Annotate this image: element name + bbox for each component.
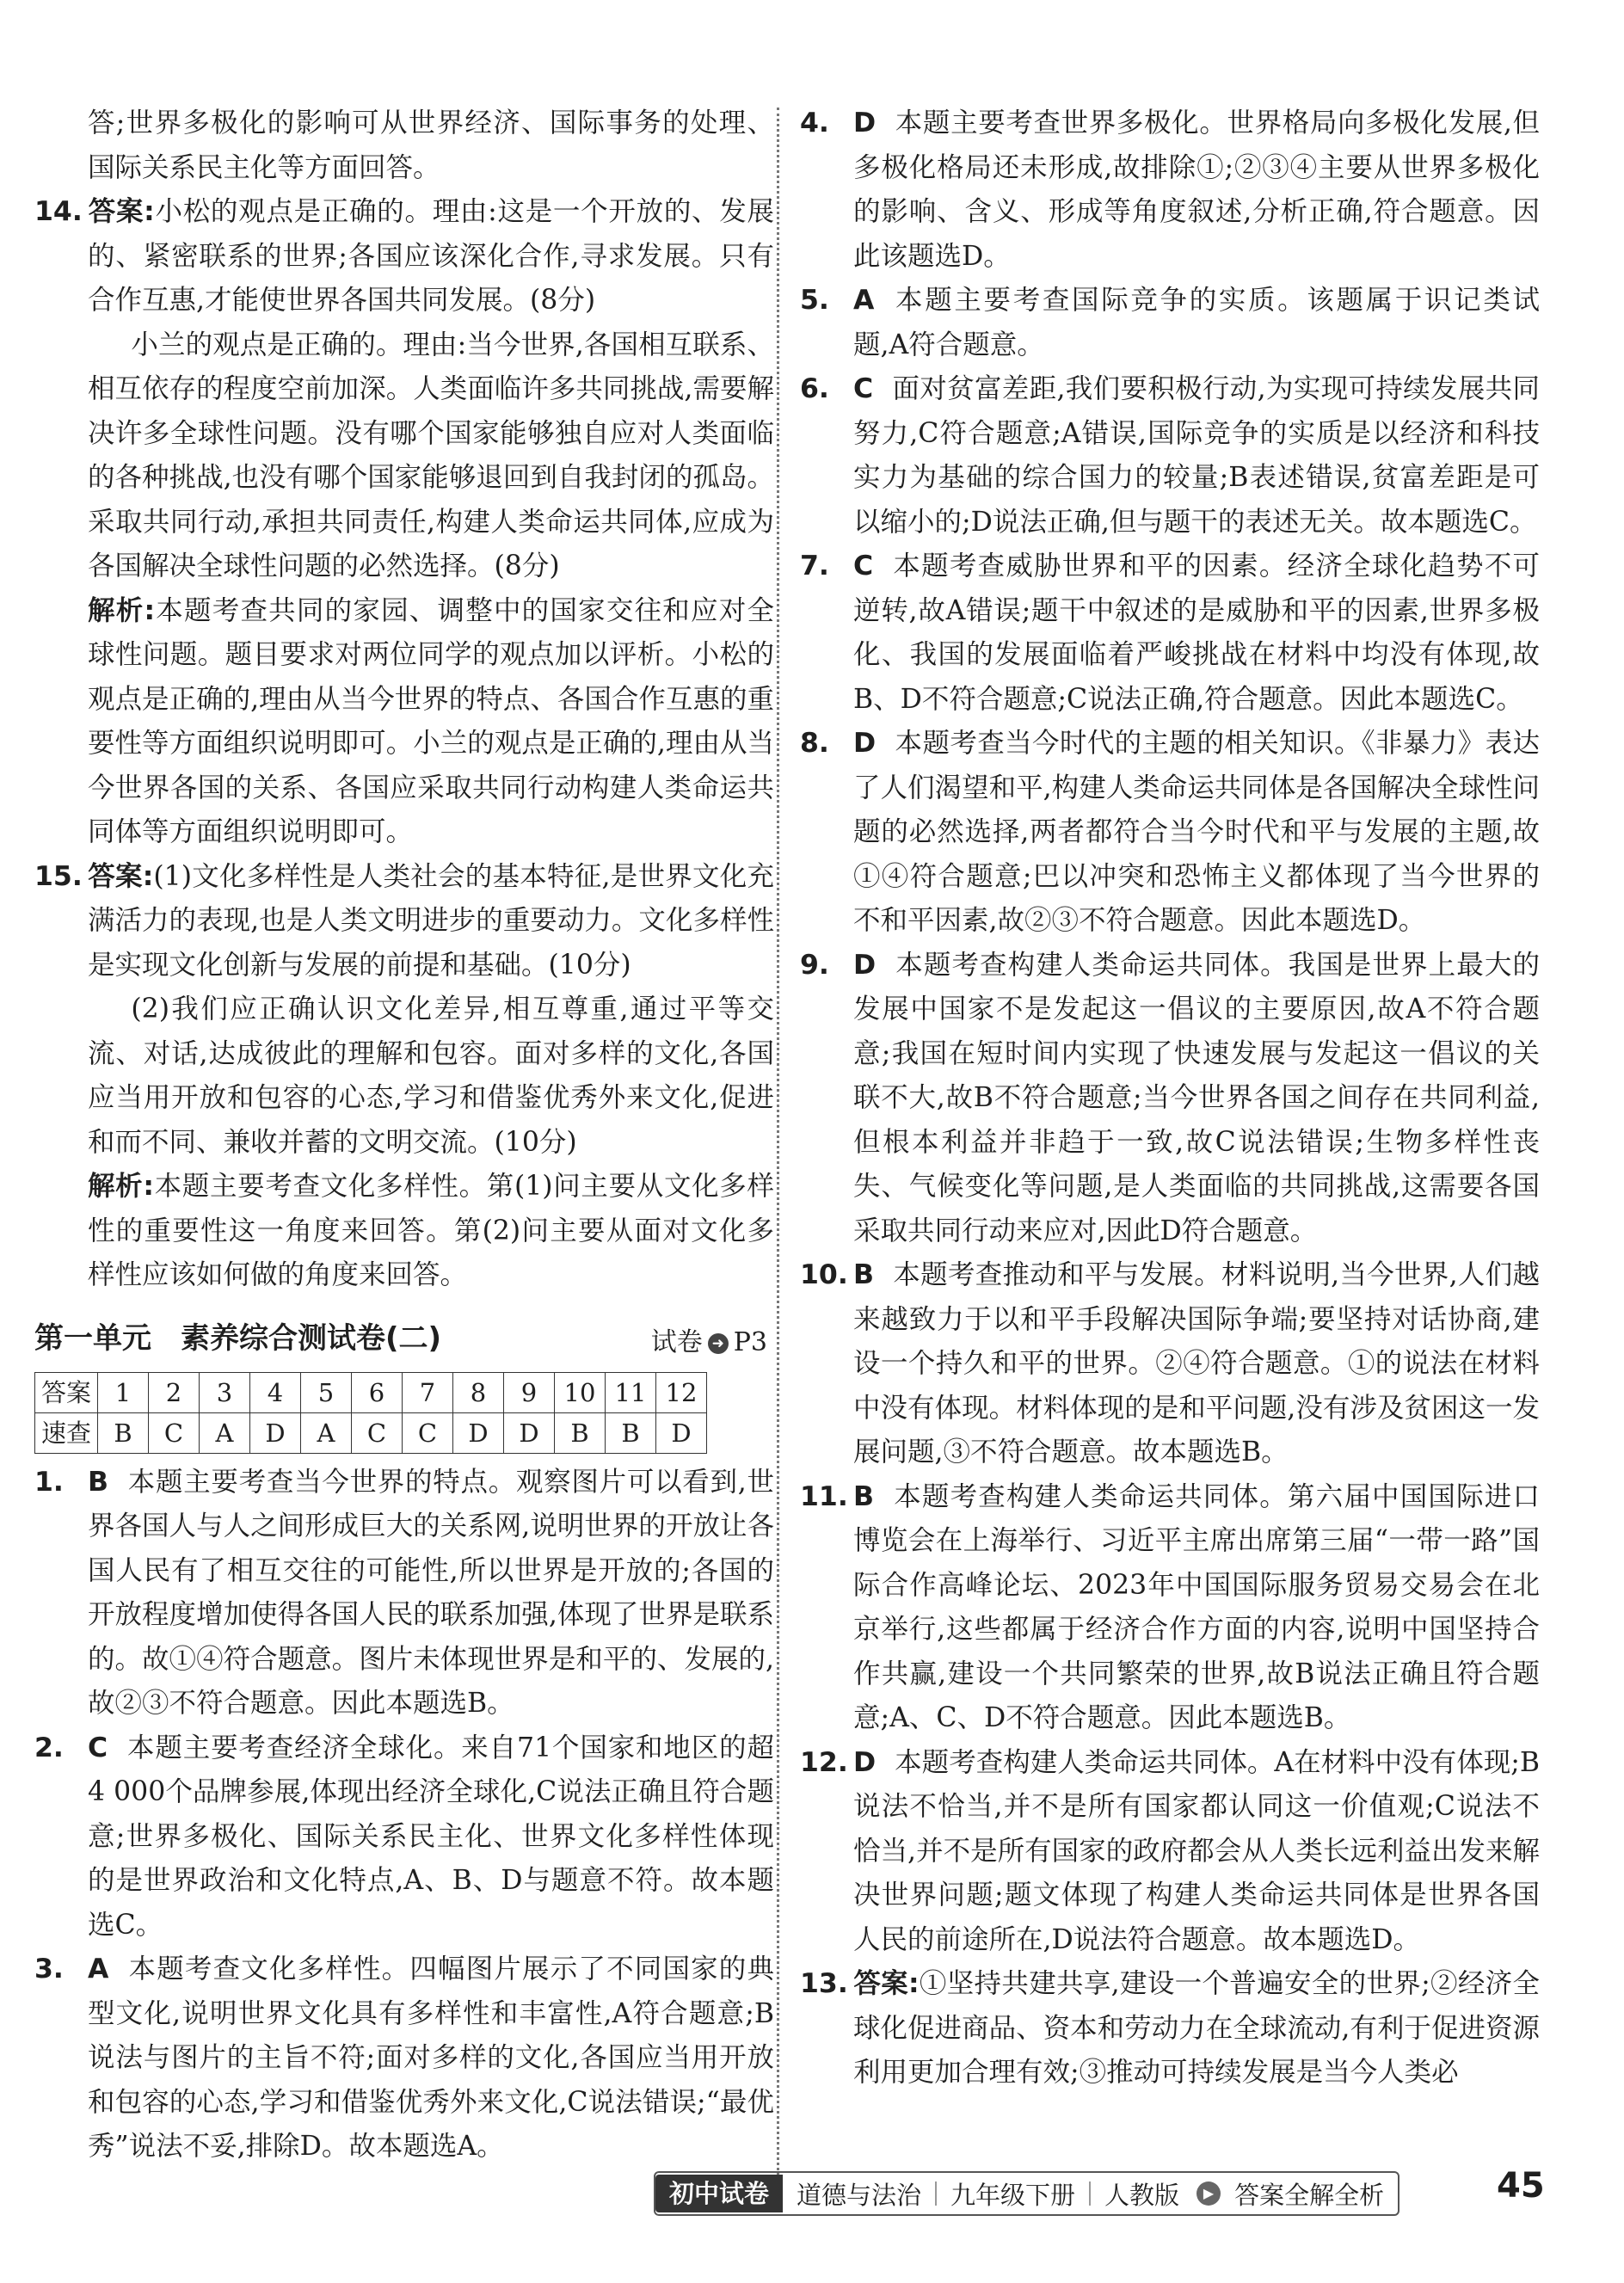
question-11	[800, 1475, 1540, 1741]
q15-answer	[34, 855, 774, 988]
key-number: 6	[352, 1372, 403, 1412]
question-answer: B	[853, 1259, 875, 1290]
question-answer: A	[88, 1954, 109, 1985]
question-explanation: 本题考查文化多样性。四幅图片展示了不同国家的典型文化,说明世界文化具有多样性和丰富性,A符合题意;B说法与图片的主旨不符;面对多样的文化,各国应当用开放和包容的心态,学习和借鉴优秀外来文化,C说法错误;“最优秀”说法不妥,排除D。故本题选A。	[88, 1954, 774, 2162]
question-answer: A	[853, 285, 875, 316]
page-number: 45	[1497, 2166, 1545, 2206]
q15-analysis	[34, 1165, 774, 1298]
key-number: 2	[149, 1372, 200, 1412]
question-1	[34, 1461, 774, 1726]
question-7	[800, 545, 1540, 722]
question-explanation: 本题主要考查世界多极化。世界格局向多极化发展,但多极化格局还未形成,故排除①;②③④主要从世界多极化的影响、含义、形成等角度叙述,分析正确,符合题意。因此该题选D。	[853, 108, 1540, 272]
key-answer: D	[656, 1412, 707, 1453]
question-number: 10.	[800, 1259, 848, 1290]
question-explanation: 本题考查威胁世界和平的因素。经济全球化趋势不可逆转,故A错误;题干中叙述的是威胁和平的因素,世界多极化、我国的发展面临着严峻挑战在材料中均没有体现,故B、D不符合题意;C说法正确,符合题意。因此本题选C。	[853, 551, 1540, 715]
key-number: 8	[453, 1372, 504, 1412]
q14-analysis	[34, 589, 774, 855]
reference-page: P3	[733, 1326, 767, 1357]
q15-analysis-label: 解析:	[88, 1171, 154, 1202]
q14-number: 14.	[34, 196, 83, 227]
key-answer: B	[606, 1412, 656, 1453]
question-answer: B	[853, 1480, 875, 1512]
key-answer: C	[403, 1412, 453, 1453]
question-6	[800, 367, 1540, 545]
question-explanation: 本题考查构建人类命运共同体。第六届中国国际进口博览会在上海举行、习近平主席出席第三届“一带一路”国际合作高峰论坛、2023年中国国际服务贸易交易会在北京举行,这些都属于经济合作方面的内容,说明中国坚持合作共赢,建设一个共同繁荣的世界,故B说法正确且符合题意;A、C、D不符合题意。因此本题选B。	[853, 1480, 1540, 1733]
key-number: 12	[656, 1372, 707, 1412]
q15-analysis-text: 本题主要考查文化多样性。第(1)问主要从文化多样性的重要性这一角度来回答。第(2)问主要从面对文化多样性应该如何做的角度来回答。	[88, 1171, 774, 1290]
answer-key-table	[34, 1372, 707, 1454]
question-9	[800, 944, 1540, 1254]
left-column	[34, 102, 774, 2169]
answer-key-header-2: 速查	[35, 1412, 98, 1453]
question-2	[34, 1726, 774, 1948]
key-answer: B	[98, 1412, 149, 1453]
key-number: 7	[403, 1372, 453, 1412]
q15-answer-label: 答案:	[88, 860, 154, 892]
question-number: 4.	[800, 108, 829, 138]
key-number: 4	[250, 1372, 301, 1412]
question-answer: C	[853, 551, 874, 582]
circle-arrow-icon: ➜	[708, 1333, 729, 1354]
column-divider	[777, 108, 779, 2206]
footer-bar	[654, 2171, 1399, 2216]
q14-answer-text: 小松的观点是正确的。理由:这是一个开放的、发展的、紧密联系的世界;各国应该深化合作,寻求发展。只有合作互惠,才能使世界各国共同发展。(8分)	[88, 196, 774, 316]
q14-analysis-text: 本题考查共同的家园、调整中的国家交往和应对全球性问题。题目要求对两位同学的观点加以评析。小松的观点是正确的,理由从当今世界的特点、各国合作互惠的重要性等方面组织说明即可。小兰的观点是正确的,理由从当今世界各国的关系、各国应采取共同行动构建人类命运共同体等方面组织说明即可。	[88, 594, 774, 847]
footer-label: 答案全解全析	[1234, 2180, 1385, 2210]
question-number: 5.	[800, 285, 829, 316]
question-answer: D	[853, 728, 877, 759]
section-header	[34, 1312, 774, 1367]
q14-answer	[34, 190, 774, 323]
question-number: 12.	[800, 1746, 848, 1778]
key-number: 11	[606, 1372, 656, 1412]
key-answer: C	[149, 1412, 200, 1453]
q14-analysis-label: 解析:	[88, 594, 156, 626]
question-13	[800, 1962, 1540, 2095]
question-3	[34, 1948, 774, 2169]
key-answer: D	[453, 1412, 504, 1453]
key-number: 1	[98, 1372, 149, 1412]
question-answer: C	[853, 373, 874, 404]
right-column	[800, 102, 1540, 2095]
question-answer: D	[853, 1746, 877, 1778]
question-explanation: 面对贫富差距,我们要积极行动,为实现可持续发展共同努力,C符合题意;A错误,国际竞争的实质是以经济和科技实力为基础的综合国力的较量;B表述错误,贫富差距是可以缩小的;D说法正确,但与题干的表述无关。故本题选C。	[853, 373, 1540, 538]
question-explanation: 本题考查构建人类命运共同体。我国是世界上最大的发展中国家不是发起这一倡议的主要原因,故A不符合题意;我国在短时间内实现了快速发展与发起这一倡议的关联不大,故B不符合题意;当今世界各国之间存在共同利益,但根本利益并非趋于一致,故C说法错误;生物多样性丧失、气候变化等问题,是人类面临的共同挑战,这需要各国采取共同行动来应对,因此D符合题意。	[853, 949, 1540, 1246]
question-10	[800, 1253, 1540, 1475]
key-number: 10	[555, 1372, 606, 1412]
intro-text: 答;世界多极化的影响可从世界经济、国际事务的处理、国际关系民主化等方面回答。	[88, 108, 774, 183]
question-answer: C	[88, 1732, 108, 1763]
test-paper-reference	[651, 1320, 767, 1365]
q14-answer-label: 答案:	[88, 196, 155, 227]
question-number: 3.	[34, 1954, 64, 1985]
question-8	[800, 722, 1540, 944]
key-number: 3	[200, 1372, 250, 1412]
key-number: 5	[301, 1372, 352, 1412]
question-number: 13.	[800, 1968, 848, 1999]
q15-number: 15.	[34, 860, 83, 892]
question-explanation: 本题主要考查经济全球化。来自71个国家和地区的超4 000个品牌参展,体现出经济全球化,C说法正确且符合题意;世界多极化、国际关系民主化、世界文化多样性体现的是世界政治和文化特点,A、B、D与题意不符。故本题选C。	[88, 1732, 774, 1941]
footer-grade: 九年级下册	[950, 2180, 1076, 2210]
key-answer: A	[200, 1412, 250, 1453]
question-number: 9.	[800, 949, 829, 981]
question-explanation: 本题考查当今时代的主题的相关知识。《非暴力》表达了人们渴望和平,构建人类命运共同体是各国解决全球性问题的必然选择,两者都符合当今时代和平与发展的主题,故①④符合题意;巴以冲突和恐怖主义都体现了当今世界的不和平因素,故②③不符合题意。因此本题选D。	[853, 728, 1540, 936]
question-number: 11.	[800, 1480, 848, 1512]
question-number: 6.	[800, 373, 829, 404]
section-title: 第一单元 素养综合测试卷(二)	[34, 1320, 442, 1356]
key-answer: C	[352, 1412, 403, 1453]
question-explanation: 本题主要考查当今世界的特点。观察图片可以看到,世界各国人与人之间形成巨大的关系网,说明世界的开放让各国人民有了相互交往的可能性,所以世界是开放的;各国的开放程度增加使得各国人民的联系加强,体现了世界是联系的。故①④符合题意。图片未体现世界是和平的、发展的,故②③不符合题意。因此本题选B。	[88, 1466, 774, 1719]
question-number: 1.	[34, 1466, 64, 1498]
footer-brand: 初中试卷	[655, 2175, 783, 2212]
question-12	[800, 1741, 1540, 1963]
q15-answer-text: (1)文化多样性是人类社会的基本特征,是世界文化充满活力的表现,也是人类文明进步的重要动力。文化多样性是实现文化创新与发展的前提和基础。(10分)	[88, 860, 774, 981]
key-answer: D	[250, 1412, 301, 1453]
question-number: 8.	[800, 728, 829, 759]
q13-answer-text: ①坚持共建共享,建设一个普遍安全的世界;②经济全球化促进商品、资本和劳动力在全球流动,有利于促进资源利用更加合理有效;③推动可持续发展是当今人类必	[853, 1968, 1540, 2088]
question-answer: D	[853, 108, 877, 138]
footer-edition: 人教版	[1104, 2180, 1180, 2210]
answer-key-header-1: 答案	[35, 1372, 98, 1412]
key-answer: B	[555, 1412, 606, 1453]
question-number: 2.	[34, 1732, 64, 1763]
key-answer: A	[301, 1412, 352, 1453]
question-explanation: 本题主要考查国际竞争的实质。该题属于识记类试题,A符合题意。	[853, 285, 1540, 360]
footer-subject: 道德与法治	[797, 2180, 922, 2210]
question-number: 7.	[800, 551, 829, 582]
q13-answer-label: 答案:	[853, 1968, 920, 1999]
play-icon: ▶	[1196, 2181, 1221, 2206]
key-answer: D	[504, 1412, 555, 1453]
question-answer: D	[853, 949, 877, 981]
answer-key-number-row	[35, 1372, 707, 1412]
question-answer: B	[88, 1466, 109, 1498]
question-explanation: 本题考查构建人类命运共同体。A在材料中没有体现;B说法不恰当,并不是所有国家都认同这一价值观;C说法不恰当,并不是所有国家的政府都会从人类长远利益出发来解决世界问题;题文体现了构建人类命运共同体是世界各国人民的前途所在,D说法符合题意。故本题选D。	[853, 1746, 1540, 1955]
answer-key-answer-row	[35, 1412, 707, 1453]
question-4	[800, 102, 1540, 279]
question-5	[800, 279, 1540, 367]
q15-answer-part2: (2)我们应正确认识文化差异,相互尊重,通过平等交流、对话,达成彼此的理解和包容。面对多样的文化,各国应当用开放和包容的心态,学习和借鉴优秀外来文化,促进和而不同、兼收并蓄的文明交流。(10分)	[88, 994, 774, 1158]
question-explanation: 本题考查推动和平与发展。材料说明,当今世界,人们越来越致力于以和平手段解决国际争端;要坚持对话协商,建设一个持久和平的世界。②④符合题意。①的说法在材料中没有体现。材料体现的是和平问题,没有涉及贫困这一发展问题,③不符合题意。故本题选B。	[853, 1259, 1540, 1468]
reference-label: 试卷	[650, 1326, 703, 1357]
key-number: 9	[504, 1372, 555, 1412]
q14-answer-part2: 小兰的观点是正确的。理由:当今世界,各国相互联系、相互依存的程度空前加深。人类面临许多共同挑战,需要解决许多全球性问题。没有哪个国家能够独自应对人类面临的各种挑战,也没有哪个国家能够退回到自我封闭的孤岛。采取共同行动,承担共同责任,构建人类命运共同体,应成为各国解决全球性问题的必然选择。(8分)	[88, 329, 774, 582]
